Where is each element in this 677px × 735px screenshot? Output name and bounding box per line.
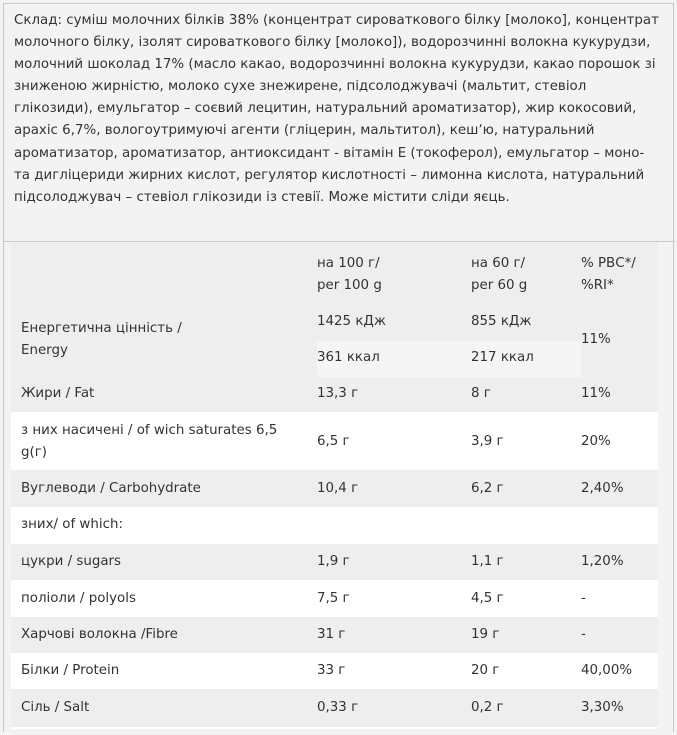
row-ri: 11% (581, 386, 611, 401)
energy-kj-100: 1425 кДж (317, 314, 386, 329)
energy-label-line1: Енергетична цінність / (21, 321, 182, 336)
table-row-header-energy (11, 243, 658, 377)
row-value-100: 1,9 г (317, 554, 350, 569)
row-ri: 3,30% (581, 700, 624, 715)
row-label: Білки / Protein (21, 663, 120, 678)
header-per-100-line2: per 100 g (317, 278, 382, 293)
row-value-60: 3,9 г (471, 434, 504, 449)
row-value-60: 0,2 г (471, 700, 504, 715)
energy-ri: 11% (581, 332, 611, 347)
table-row-sugars (11, 544, 658, 580)
row-value-60: 6,2 г (471, 481, 504, 496)
row-ri: - (581, 591, 586, 606)
row-ri: - (581, 627, 586, 642)
table-row-fat (11, 377, 658, 412)
divider (4, 241, 675, 242)
row-ri: 1,20% (581, 554, 624, 569)
table-row-salt (11, 689, 658, 727)
row-value-100: 31 г (317, 627, 346, 642)
row-label: поліоли / polyols (21, 591, 136, 606)
row-value-100: 10,4 г (317, 481, 359, 496)
header-per-60-line1: на 60 г/ (471, 256, 526, 271)
table-row-fibre (11, 617, 658, 653)
row-label: Харчові волокна /Fibre (21, 627, 178, 642)
energy-kcal-100: 361 ккал (317, 350, 380, 365)
row-value-60: 20 г (471, 663, 500, 678)
energy-kj-60: 855 кДж (471, 314, 532, 329)
table-row-of-which (11, 507, 658, 544)
row-label: Жири / Fat (21, 386, 95, 401)
table-row-saturates (11, 412, 658, 470)
header-per-60-line2: per 60 g (471, 278, 528, 293)
row-value-100: 6,5 г (317, 434, 350, 449)
energy-kcal-60: 217 ккал (471, 350, 534, 365)
row-label: цукри / sugars (21, 554, 122, 569)
row-value-60: 4,5 г (471, 591, 504, 606)
ingredients-text: Склад: суміш молочних білків 38% (концентрат сироваткового білку [молоко], концентрат молочного білку, ізолят сироваткового білку [молоко]), водорозчинні волокна кукурудзи, молочний шоколад 17% (масло какао, водорозчинні волокна кукурудзи, какао порошок зі зниженою жирністю, молоко сухе знежирене, підсолоджувачі (мальтит, стевіол глікозиди), емульгатор – соєвий лецитин, натуральний ароматизатор), жир кокосовий, арахіс 6,7%, вологоутримуючі агенти (гліцерин, мальтитол), кешʼю, натуральний ароматизатор, ароматизатор, антиоксидант - вітамін Е (токоферол), емульгатор – моно- та дигліцериди жирних кислот, регулятор кислотності – лимонна кислота, натуральний підсолоджувач – стевіол глікозиди із стевії. Може містити сліди яєць. (14, 13, 659, 205)
row-value-100: 13,3 г (317, 386, 359, 401)
row-label: Вуглеводи / Carbohydrate (21, 481, 201, 496)
row-ri: 20% (581, 434, 611, 449)
row-value-60: 8 г (471, 386, 491, 401)
row-label: Сіль / Salt (21, 700, 90, 715)
row-value-100: 33 г (317, 663, 346, 678)
header-ri-line1: % РВС*/ (581, 256, 636, 271)
table-row-carbohydrate (11, 470, 658, 507)
row-value-60: 19 г (471, 627, 500, 642)
row-label: зних/ of which: (21, 517, 123, 532)
header-per-100-line1: на 100 г/ (317, 256, 380, 271)
row-ri: 2,40% (581, 481, 624, 496)
table-row-polyols (11, 580, 658, 617)
row-value-100: 7,5 г (317, 591, 350, 606)
row-ri: 40,00% (581, 663, 633, 678)
table-row-protein (11, 653, 658, 689)
energy-label-line2: Energy (21, 343, 68, 358)
header-ri-line2: %RI* (581, 278, 614, 293)
row-value-100: 0,33 г (317, 700, 359, 715)
row-label-line1: з них насичені / of wich saturates 6,5 (21, 423, 278, 438)
row-value-60: 1,1 г (471, 554, 504, 569)
row-label-line2: g(г) (21, 445, 47, 460)
